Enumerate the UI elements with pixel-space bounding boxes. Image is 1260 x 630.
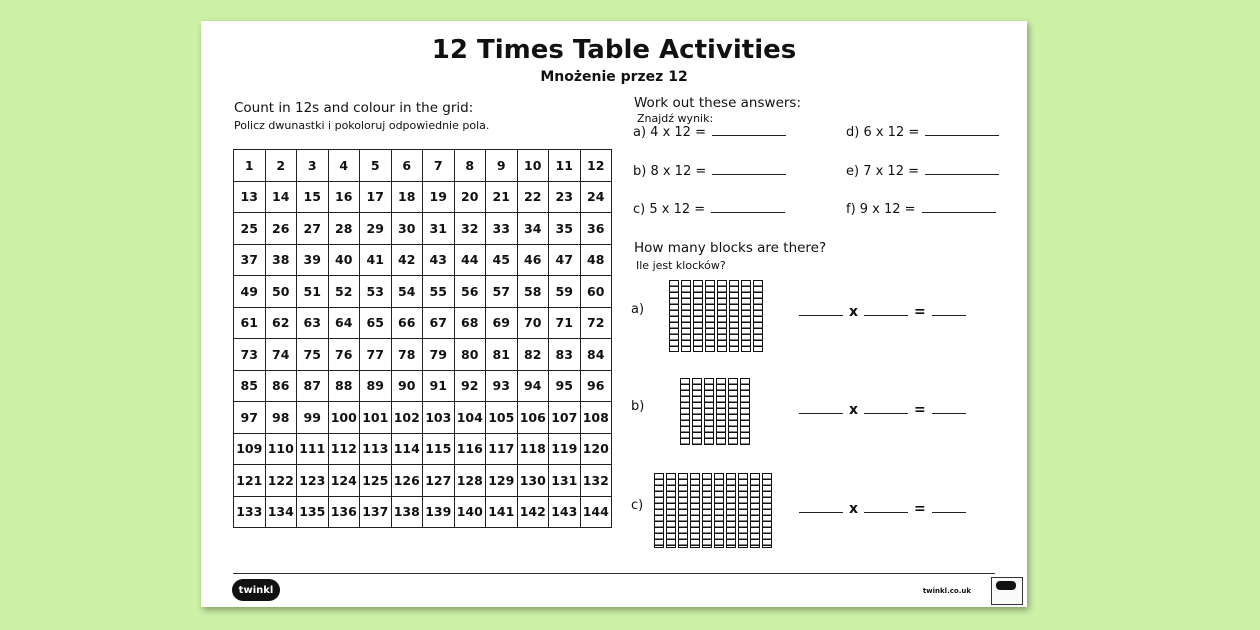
blank-factor-2[interactable] — [864, 301, 908, 316]
block-rod — [738, 473, 748, 548]
grid-cell[interactable]: 10 — [517, 150, 549, 182]
grid-cell[interactable]: 58 — [517, 276, 549, 308]
times-sign: x — [849, 304, 859, 320]
page-subtitle: Mnożenie przez 12 — [540, 69, 688, 85]
grid-cell[interactable]: 75 — [297, 339, 329, 371]
grid-cell[interactable]: 95 — [549, 370, 581, 402]
grid-cell[interactable]: 1 — [234, 150, 266, 182]
grid-cell[interactable]: 131 — [549, 465, 581, 497]
question-label: c) 5 x 12 = — [633, 202, 706, 217]
website-link[interactable]: twinkl.co.uk — [922, 587, 971, 595]
grid-cell[interactable]: 139 — [423, 496, 455, 528]
block-rod — [692, 378, 702, 445]
grid-cell[interactable]: 137 — [360, 496, 392, 528]
grid-cell[interactable]: 138 — [391, 496, 423, 528]
grid-cell[interactable]: 28 — [328, 213, 360, 245]
grid-cell[interactable]: 96 — [580, 370, 612, 402]
block-rod — [693, 280, 703, 352]
grid-cell[interactable]: 124 — [328, 465, 360, 497]
times-sign: x — [849, 402, 859, 418]
grid-cell[interactable]: 62 — [265, 307, 297, 339]
grid-cell[interactable]: 47 — [549, 244, 581, 276]
grid-cell[interactable]: 16 — [328, 181, 360, 213]
grid-cell[interactable]: 41 — [360, 244, 392, 276]
grid-cell[interactable]: 3 — [297, 150, 329, 182]
block-rod — [690, 473, 700, 548]
grid-instruction: Count in 12s and colour in the grid: — [234, 100, 474, 116]
grid-cell[interactable]: 106 — [517, 402, 549, 434]
grid-cell[interactable]: 115 — [423, 433, 455, 465]
equation-c — [799, 498, 966, 517]
grid-cell[interactable]: 49 — [234, 276, 266, 308]
grid-cell[interactable]: 110 — [265, 433, 297, 465]
block-rod — [702, 473, 712, 548]
equals-sign: = — [914, 304, 926, 320]
block-rod — [741, 280, 751, 352]
hundred-grid — [233, 149, 612, 528]
grid-cell[interactable]: 63 — [297, 307, 329, 339]
blocks-instruction: How many blocks are there? — [634, 240, 827, 256]
grid-cell[interactable]: 29 — [360, 213, 392, 245]
grid-cell[interactable]: 97 — [234, 402, 266, 434]
grid-cell[interactable]: 21 — [486, 181, 518, 213]
blocks-label-a: a) — [631, 302, 645, 317]
grid-cell[interactable]: 32 — [454, 213, 486, 245]
question-label: b) 8 x 12 = — [633, 164, 707, 179]
page-title: 12 Times Table Activities — [431, 35, 797, 65]
grid-cell[interactable]: 27 — [297, 213, 329, 245]
grid-cell[interactable]: 121 — [234, 465, 266, 497]
grid-cell[interactable]: 46 — [517, 244, 549, 276]
grid-cell[interactable]: 132 — [580, 465, 612, 497]
question-e — [846, 164, 999, 179]
grid-cell[interactable]: 117 — [486, 433, 518, 465]
grid-cell[interactable]: 56 — [454, 276, 486, 308]
grid-cell[interactable]: 68 — [454, 307, 486, 339]
grid-cell[interactable]: 84 — [580, 339, 612, 371]
grid-cell[interactable]: 120 — [580, 433, 612, 465]
grid-cell[interactable]: 119 — [549, 433, 581, 465]
grid-cell[interactable]: 17 — [360, 181, 392, 213]
block-rod — [705, 280, 715, 352]
block-rod — [654, 473, 664, 548]
question-label: d) 6 x 12 = — [846, 125, 920, 140]
grid-cell[interactable]: 60 — [580, 276, 612, 308]
block-rod — [681, 280, 691, 352]
question-label: f) 9 x 12 = — [846, 202, 916, 217]
blank-factor-2[interactable] — [864, 498, 908, 513]
grid-cell[interactable]: 69 — [486, 307, 518, 339]
blank-factor-1[interactable] — [799, 399, 843, 414]
grid-cell[interactable]: 6 — [391, 150, 423, 182]
twinkl-logo: twinkl — [232, 579, 280, 601]
grid-cell[interactable]: 52 — [328, 276, 360, 308]
grid-cell[interactable]: 101 — [360, 402, 392, 434]
grid-cell[interactable]: 91 — [423, 370, 455, 402]
grid-cell[interactable]: 65 — [360, 307, 392, 339]
grid-cell[interactable]: 35 — [549, 213, 581, 245]
equation-a — [799, 301, 966, 320]
blocks-label-c: c) — [631, 498, 644, 513]
grid-cell[interactable]: 108 — [580, 402, 612, 434]
question-a — [633, 125, 786, 140]
blank-factor-1[interactable] — [799, 301, 843, 316]
block-rod — [680, 378, 690, 445]
grid-cell[interactable]: 80 — [454, 339, 486, 371]
grid-cell[interactable]: 51 — [297, 276, 329, 308]
grid-cell[interactable]: 5 — [360, 150, 392, 182]
grid-cell[interactable]: 105 — [486, 402, 518, 434]
grid-cell[interactable]: 134 — [265, 496, 297, 528]
grid-cell[interactable]: 99 — [297, 402, 329, 434]
block-rod — [762, 473, 772, 548]
grid-cell[interactable]: 39 — [297, 244, 329, 276]
answers-instruction: Work out these answers: — [634, 95, 802, 111]
grid-cell[interactable]: 26 — [265, 213, 297, 245]
grid-cell[interactable]: 81 — [486, 339, 518, 371]
quality-badge-icon — [991, 577, 1023, 605]
grid-cell[interactable]: 112 — [328, 433, 360, 465]
equation-b — [799, 399, 966, 418]
grid-cell[interactable]: 100 — [328, 402, 360, 434]
block-rod — [750, 473, 760, 548]
grid-cell[interactable]: 24 — [580, 181, 612, 213]
grid-cell[interactable]: 7 — [423, 150, 455, 182]
grid-cell[interactable]: 14 — [265, 181, 297, 213]
grid-row — [234, 370, 612, 402]
grid-cell[interactable]: 128 — [454, 465, 486, 497]
grid-cell[interactable]: 20 — [454, 181, 486, 213]
grid-cell[interactable]: 125 — [360, 465, 392, 497]
grid-cell[interactable]: 83 — [549, 339, 581, 371]
grid-cell[interactable]: 18 — [391, 181, 423, 213]
grid-cell[interactable]: 59 — [549, 276, 581, 308]
block-rods-b — [680, 378, 750, 445]
grid-row — [234, 496, 612, 528]
blocks-instruction-pl: Ile jest klocków? — [636, 259, 726, 272]
answer-line[interactable] — [925, 174, 999, 175]
grid-cell[interactable]: 22 — [517, 181, 549, 213]
grid-cell[interactable]: 113 — [360, 433, 392, 465]
grid-row — [234, 276, 612, 308]
grid-cell[interactable]: 78 — [391, 339, 423, 371]
grid-cell[interactable]: 86 — [265, 370, 297, 402]
answer-line[interactable] — [925, 135, 999, 136]
footer-divider — [233, 573, 995, 574]
block-rods-c — [654, 473, 772, 548]
grid-cell[interactable]: 33 — [486, 213, 518, 245]
blank-product[interactable] — [932, 399, 966, 414]
grid-cell[interactable]: 67 — [423, 307, 455, 339]
answer-line[interactable] — [712, 174, 786, 175]
question-label: e) 7 x 12 = — [846, 164, 919, 179]
grid-cell[interactable]: 141 — [486, 496, 518, 528]
grid-cell[interactable]: 129 — [486, 465, 518, 497]
grid-cell[interactable]: 43 — [423, 244, 455, 276]
grid-cell[interactable]: 50 — [265, 276, 297, 308]
grid-cell[interactable]: 12 — [580, 150, 612, 182]
grid-cell[interactable]: 122 — [265, 465, 297, 497]
grid-cell[interactable]: 88 — [328, 370, 360, 402]
block-rod — [704, 378, 714, 445]
question-d — [846, 125, 999, 140]
grid-cell[interactable]: 127 — [423, 465, 455, 497]
grid-cell[interactable]: 4 — [328, 150, 360, 182]
grid-cell[interactable]: 79 — [423, 339, 455, 371]
grid-cell[interactable]: 92 — [454, 370, 486, 402]
grid-cell[interactable]: 94 — [517, 370, 549, 402]
grid-cell[interactable]: 42 — [391, 244, 423, 276]
grid-instruction-pl: Policz dwunastki i pokoloruj odpowiednie pola. — [234, 119, 490, 132]
grid-cell[interactable]: 55 — [423, 276, 455, 308]
grid-cell[interactable]: 15 — [297, 181, 329, 213]
grid-cell[interactable]: 72 — [580, 307, 612, 339]
grid-cell[interactable]: 104 — [454, 402, 486, 434]
grid-cell[interactable]: 25 — [234, 213, 266, 245]
answers-instruction-pl: Znajdź wynik: — [637, 112, 714, 125]
block-rod — [669, 280, 679, 352]
grid-row — [234, 181, 612, 213]
grid-row — [234, 339, 612, 371]
grid-cell[interactable]: 76 — [328, 339, 360, 371]
grid-cell[interactable]: 30 — [391, 213, 423, 245]
grid-cell[interactable]: 130 — [517, 465, 549, 497]
grid-cell[interactable]: 85 — [234, 370, 266, 402]
worksheet — [201, 21, 1027, 607]
grid-cell[interactable]: 74 — [265, 339, 297, 371]
grid-cell[interactable]: 142 — [517, 496, 549, 528]
block-rod — [678, 473, 688, 548]
question-b — [633, 164, 786, 179]
grid-cell[interactable]: 8 — [454, 150, 486, 182]
grid-cell[interactable]: 37 — [234, 244, 266, 276]
blocks-label-b: b) — [631, 399, 645, 414]
grid-cell[interactable]: 66 — [391, 307, 423, 339]
grid-cell[interactable]: 143 — [549, 496, 581, 528]
equals-sign: = — [914, 501, 926, 517]
grid-row — [234, 465, 612, 497]
grid-cell[interactable]: 53 — [360, 276, 392, 308]
grid-row — [234, 307, 612, 339]
equals-sign: = — [914, 402, 926, 418]
grid-cell[interactable]: 45 — [486, 244, 518, 276]
blank-product[interactable] — [932, 498, 966, 513]
grid-row — [234, 150, 612, 182]
grid-cell[interactable]: 38 — [265, 244, 297, 276]
block-rod — [714, 473, 724, 548]
answer-line[interactable] — [711, 212, 785, 213]
block-rod — [726, 473, 736, 548]
answer-line[interactable] — [922, 212, 996, 213]
grid-cell[interactable]: 61 — [234, 307, 266, 339]
block-rods-a — [669, 280, 763, 352]
answer-line[interactable] — [712, 135, 786, 136]
grid-cell[interactable]: 133 — [234, 496, 266, 528]
block-rod — [740, 378, 750, 445]
grid-cell[interactable]: 102 — [391, 402, 423, 434]
grid-cell[interactable]: 48 — [580, 244, 612, 276]
grid-cell[interactable]: 144 — [580, 496, 612, 528]
grid-cell[interactable]: 34 — [517, 213, 549, 245]
grid-row — [234, 402, 612, 434]
grid-cell[interactable]: 123 — [297, 465, 329, 497]
grid-cell[interactable]: 116 — [454, 433, 486, 465]
blank-product[interactable] — [932, 301, 966, 316]
grid-cell[interactable]: 77 — [360, 339, 392, 371]
grid-cell[interactable]: 98 — [265, 402, 297, 434]
grid-cell[interactable]: 70 — [517, 307, 549, 339]
grid-cell[interactable]: 71 — [549, 307, 581, 339]
grid-cell[interactable]: 140 — [454, 496, 486, 528]
grid-cell[interactable]: 114 — [391, 433, 423, 465]
grid-cell[interactable]: 13 — [234, 181, 266, 213]
grid-cell[interactable]: 19 — [423, 181, 455, 213]
question-f — [846, 202, 996, 217]
grid-cell[interactable]: 2 — [265, 150, 297, 182]
block-rod — [717, 280, 727, 352]
times-sign: x — [849, 501, 859, 517]
blank-factor-2[interactable] — [864, 399, 908, 414]
grid-cell[interactable]: 107 — [549, 402, 581, 434]
grid-cell[interactable]: 103 — [423, 402, 455, 434]
grid-cell[interactable]: 111 — [297, 433, 329, 465]
block-rod — [666, 473, 676, 548]
block-rod — [728, 378, 738, 445]
blank-factor-1[interactable] — [799, 498, 843, 513]
grid-cell[interactable]: 90 — [391, 370, 423, 402]
grid-cell[interactable]: 136 — [328, 496, 360, 528]
grid-row — [234, 433, 612, 465]
block-rod — [729, 280, 739, 352]
grid-cell[interactable]: 126 — [391, 465, 423, 497]
block-rod — [716, 378, 726, 445]
grid-cell[interactable]: 23 — [549, 181, 581, 213]
grid-cell[interactable]: 31 — [423, 213, 455, 245]
question-c — [633, 202, 785, 217]
block-rod — [753, 280, 763, 352]
grid-cell[interactable]: 82 — [517, 339, 549, 371]
grid-cell[interactable]: 64 — [328, 307, 360, 339]
grid-cell[interactable]: 89 — [360, 370, 392, 402]
grid-cell[interactable]: 11 — [549, 150, 581, 182]
grid-cell[interactable]: 57 — [486, 276, 518, 308]
grid-cell[interactable]: 54 — [391, 276, 423, 308]
grid-row — [234, 244, 612, 276]
grid-cell[interactable]: 73 — [234, 339, 266, 371]
grid-cell[interactable]: 118 — [517, 433, 549, 465]
grid-cell[interactable]: 44 — [454, 244, 486, 276]
grid-cell[interactable]: 9 — [486, 150, 518, 182]
grid-cell[interactable]: 87 — [297, 370, 329, 402]
grid-row — [234, 213, 612, 245]
grid-cell[interactable]: 40 — [328, 244, 360, 276]
grid-cell[interactable]: 109 — [234, 433, 266, 465]
grid-cell[interactable]: 36 — [580, 213, 612, 245]
question-label: a) 4 x 12 = — [633, 125, 706, 140]
grid-cell[interactable]: 93 — [486, 370, 518, 402]
grid-cell[interactable]: 135 — [297, 496, 329, 528]
